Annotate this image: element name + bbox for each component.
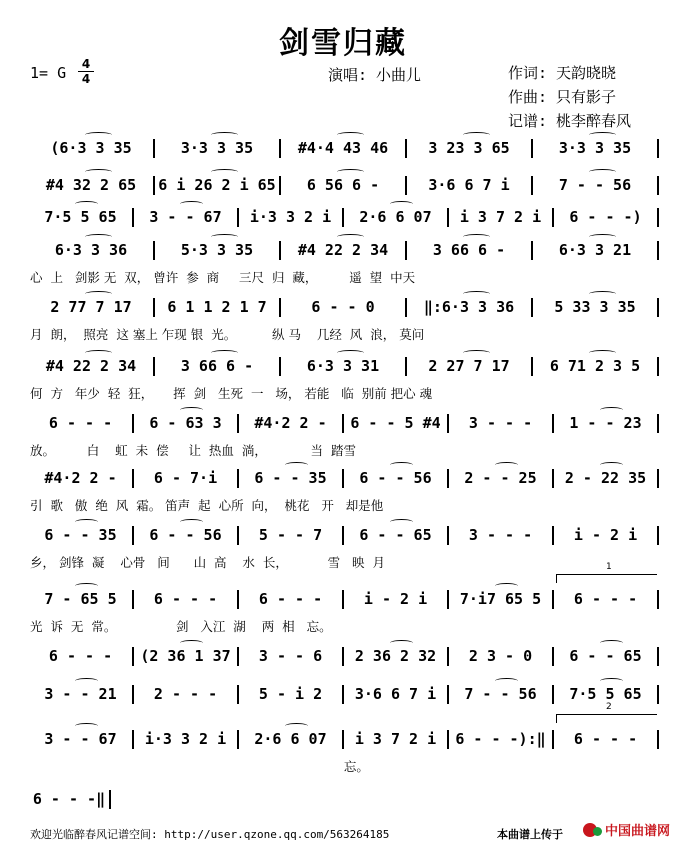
composer-credit: 作曲: 只有影子	[508, 88, 617, 106]
barline	[237, 469, 239, 488]
score-measure: 6 - - 35	[254, 469, 327, 487]
score-measure: 3 66 6 -	[180, 357, 254, 375]
lyrics-line: 引 歌 傲 绝 风 霜。 笛声 起 心所 向， 桃花 开 却是他	[30, 498, 384, 513]
score-measure: 3·3 3 35	[180, 139, 254, 157]
barline	[132, 730, 134, 749]
barline	[657, 685, 659, 704]
slur-mark	[495, 583, 518, 589]
slur-mark	[589, 350, 617, 356]
barline	[237, 647, 239, 666]
barline	[447, 414, 449, 433]
score-system	[0, 525, 686, 555]
score-measure: #4 32 2 65	[45, 176, 137, 194]
volta-number: 2	[606, 702, 612, 712]
barline	[405, 298, 407, 317]
score-system	[0, 175, 686, 205]
barline	[132, 469, 134, 488]
score-measure: 2 3 - 0	[468, 647, 533, 665]
score-system	[0, 297, 686, 327]
score-measure: 6 1 1 2 1 7	[167, 298, 267, 316]
score-measure: 6 - - -):‖	[455, 730, 546, 748]
slur-mark	[463, 350, 491, 356]
barline	[552, 730, 554, 749]
slur-mark	[285, 723, 308, 729]
slur-mark	[390, 640, 413, 646]
score-measure: 6 - - -	[258, 590, 323, 608]
barline	[153, 139, 155, 158]
score-measure: 6·3 3 21	[558, 241, 632, 259]
meter-bottom: 4	[81, 72, 91, 86]
barline	[279, 298, 281, 317]
score-system	[0, 789, 686, 819]
barline	[531, 139, 533, 158]
slur-mark	[180, 407, 203, 413]
slur-mark	[337, 169, 365, 175]
barline	[279, 357, 281, 376]
score-measure: 7 - - 56	[464, 685, 537, 703]
score-measure: 6 - - -	[48, 414, 113, 432]
score-measure: 6 - - 56	[359, 469, 432, 487]
score-measure: 6 - - -	[48, 647, 113, 665]
score-measure: 3 66 6 -	[432, 241, 506, 259]
slur-mark	[600, 640, 623, 646]
score-measure: 3·3 3 35	[558, 139, 632, 157]
barline	[447, 590, 449, 609]
barline	[552, 526, 554, 545]
score-measure: 5 - i 2	[258, 685, 323, 703]
score-measure: 6 71 2 3 5	[549, 357, 641, 375]
barline	[342, 469, 344, 488]
footer-link-text: 欢迎光临醉春风记谱空间: http://user.qzone.qq.com/563264185	[30, 828, 390, 841]
slur-mark	[180, 519, 203, 525]
score-measure: ‖:6·3 3 36	[423, 298, 515, 316]
slur-mark	[390, 519, 413, 525]
barline	[279, 241, 281, 260]
barline	[405, 139, 407, 158]
barline	[237, 414, 239, 433]
barline	[132, 208, 134, 227]
score-measure: 5·3 3 35	[180, 241, 254, 259]
slur-mark	[85, 291, 113, 297]
slur-mark	[463, 132, 491, 138]
site-logo[interactable]	[583, 822, 679, 842]
barline	[279, 139, 281, 158]
barline	[657, 730, 659, 749]
key-signature: 1= G	[30, 64, 67, 82]
score-measure: 6 - - 35	[44, 526, 117, 544]
barline	[447, 469, 449, 488]
barline	[153, 241, 155, 260]
barline	[132, 590, 134, 609]
score-measure: 7·5 5 65	[44, 208, 117, 226]
slur-mark	[589, 291, 617, 297]
barline	[342, 590, 344, 609]
slur-mark	[390, 201, 413, 207]
slur-mark	[85, 132, 113, 138]
meter-top: 4	[81, 57, 91, 71]
time-signature	[78, 58, 94, 85]
score-measure: 2 - 22 35	[564, 469, 647, 487]
score-measure: 5 - - 7	[258, 526, 323, 544]
slur-mark	[180, 640, 203, 646]
barline	[657, 414, 659, 433]
slur-mark	[285, 462, 308, 468]
barline	[657, 139, 659, 158]
barline	[132, 647, 134, 666]
barline	[552, 469, 554, 488]
barline	[132, 414, 134, 433]
score-system	[0, 356, 686, 386]
slur-mark	[85, 169, 113, 175]
score-system	[0, 207, 686, 237]
upload-note: 本曲谱上传于	[497, 828, 563, 841]
score-measure: 6 - 63 3	[149, 414, 222, 432]
barline	[531, 176, 533, 195]
score-measure: 3 - - -	[468, 526, 533, 544]
score-measure: 6 i 26 2 i 65	[158, 176, 276, 194]
barline	[342, 647, 344, 666]
score-measure: i 3 7 2 i	[459, 208, 542, 226]
score-measure: 6·3 3 36	[54, 241, 128, 259]
slur-mark	[589, 169, 617, 175]
barline	[657, 208, 659, 227]
slur-mark	[495, 462, 518, 468]
slur-mark	[337, 350, 365, 356]
barline	[657, 469, 659, 488]
slur-mark	[463, 234, 491, 240]
score-system	[0, 589, 686, 619]
score-system	[0, 240, 686, 270]
score-system	[0, 413, 686, 443]
barline	[531, 241, 533, 260]
barline	[153, 357, 155, 376]
barline	[405, 176, 407, 195]
score-measure: 2 - - 25	[464, 469, 537, 487]
score-measure: 7 - 65 5	[44, 590, 117, 608]
logo-dot-icon	[593, 827, 602, 836]
score-measure: 6 - - 5 #4	[350, 414, 441, 432]
score-measure: 3 23 3 65	[428, 139, 510, 157]
barline	[531, 357, 533, 376]
barline	[237, 208, 239, 227]
score-measure: #4·2 2 -	[44, 469, 117, 487]
barline	[447, 526, 449, 545]
score-measure: 6 - - -‖	[32, 790, 106, 808]
score-measure: 6 - 7·i	[153, 469, 218, 487]
score-measure: 3 - - 67	[149, 208, 222, 226]
slur-mark	[211, 132, 239, 138]
slur-mark	[589, 234, 617, 240]
score-measure: 2 - - -	[153, 685, 218, 703]
score-measure: 6 - - -)	[569, 208, 642, 226]
score-measure: 1 - - 23	[569, 414, 642, 432]
score-measure: 2 36 2 32	[354, 647, 437, 665]
slur-mark	[75, 519, 98, 525]
barline	[132, 685, 134, 704]
slur-mark	[495, 678, 518, 684]
slur-mark	[211, 350, 239, 356]
score-measure: 6 56 6 -	[306, 176, 380, 194]
score-measure: 6 - - 65	[569, 647, 642, 665]
volta-bracket	[556, 574, 657, 583]
barline	[405, 241, 407, 260]
score-measure: 6 - - 0	[311, 298, 375, 316]
score-measure: #4 22 2 34	[45, 357, 137, 375]
score-measure: 6·3 3 31	[306, 357, 380, 375]
lyrics-line: 月 朗， 照亮 这 塞上 乍现 银 光。 纵 马 几经 风 浪， 莫问	[30, 327, 425, 342]
score-measure: i - 2 i	[363, 590, 428, 608]
lyrics-line: 何 方 年少 轻 狂， 挥 剑 生死 一 场， 若能 临 别前 把心 魂	[30, 386, 433, 401]
song-title: 剑雪归藏	[279, 26, 407, 61]
score-measure: 6 - - -	[573, 590, 638, 608]
barline	[447, 730, 449, 749]
score-measure: 6 - - 65	[359, 526, 432, 544]
slur-mark	[75, 678, 98, 684]
barline	[153, 176, 155, 195]
score-measure: 5 33 3 35	[554, 298, 636, 316]
score-measure: 3 - - 67	[44, 730, 117, 748]
volta-bracket	[556, 714, 657, 723]
score-measure: 3·6 6 7 i	[428, 176, 510, 194]
lyrics-line: 放。 白 虹 未 偿 让 热血 淌， 当 踏雪	[30, 443, 356, 458]
score-measure: 6 - - 56	[149, 526, 222, 544]
score-measure: 3 - - 6	[258, 647, 323, 665]
barline	[237, 685, 239, 704]
lyrics-line: 心 上 剑影 无 双， 曾许 参 商 三尺 归 藏， 遥 望 中天	[30, 270, 416, 285]
barline	[552, 685, 554, 704]
slur-mark	[180, 201, 203, 207]
lyricist-credit: 作词: 天韵晓晓	[508, 64, 617, 82]
barline	[279, 176, 281, 195]
score-measure: #4·4 43 46	[297, 139, 389, 157]
barline	[237, 730, 239, 749]
singer-credit: 演唱: 小曲儿	[328, 66, 422, 84]
lyrics-line: 忘。	[30, 759, 369, 774]
score-measure: 2 27 7 17	[428, 357, 510, 375]
score-measure: #4·2 2 -	[254, 414, 327, 432]
slur-mark	[75, 201, 98, 207]
barline	[342, 526, 344, 545]
barline	[109, 790, 111, 809]
barline	[237, 590, 239, 609]
score-system	[0, 646, 686, 676]
score-measure: i·3 3 2 i	[144, 730, 227, 748]
score-measure: 7·5 5 65	[569, 685, 642, 703]
slur-mark	[211, 234, 239, 240]
barline	[531, 298, 533, 317]
score-measure: (2 36 1 37	[140, 647, 231, 665]
score-measure: 3 - - -	[468, 414, 533, 432]
barline	[342, 208, 344, 227]
score-measure: 7 - - 56	[558, 176, 632, 194]
barline	[447, 685, 449, 704]
slur-mark	[390, 462, 413, 468]
score-measure: i - 2 i	[573, 526, 638, 544]
score-system	[0, 684, 686, 714]
barline	[447, 208, 449, 227]
slur-mark	[85, 350, 113, 356]
logo-text: 中国曲谱网	[605, 824, 671, 839]
score-measure: 2 77 7 17	[50, 298, 132, 316]
slur-mark	[600, 678, 623, 684]
slur-mark	[463, 291, 491, 297]
barline	[405, 357, 407, 376]
slur-mark	[600, 462, 623, 468]
barline	[153, 298, 155, 317]
barline	[342, 685, 344, 704]
score-measure: i 3 7 2 i	[354, 730, 437, 748]
score-measure: 7·i7 65 5	[459, 590, 542, 608]
slur-mark	[75, 583, 98, 589]
score-measure: 2·6 6 07	[359, 208, 432, 226]
barline	[552, 414, 554, 433]
barline	[342, 414, 344, 433]
score-system	[0, 138, 686, 168]
slur-mark	[211, 169, 239, 175]
transcriber-credit: 记谱: 桃李醉春风	[508, 112, 632, 130]
score-measure: 6 - - -	[573, 730, 638, 748]
barline	[657, 590, 659, 609]
barline	[342, 730, 344, 749]
barline	[552, 590, 554, 609]
score-measure: 6 - - -	[153, 590, 218, 608]
barline	[132, 526, 134, 545]
barline	[657, 526, 659, 545]
score-measure: 2·6 6 07	[254, 730, 327, 748]
slur-mark	[600, 407, 623, 413]
score-measure: 3 - - 21	[44, 685, 117, 703]
slur-mark	[589, 132, 617, 138]
score-measure: #4 22 2 34	[297, 241, 389, 259]
barline	[447, 647, 449, 666]
score-system	[0, 468, 686, 498]
lyrics-line: 乡， 剑锋 凝 心骨 间 山 高 水 长， 雪 映 月	[30, 555, 385, 570]
barline	[657, 241, 659, 260]
barline	[657, 357, 659, 376]
barline	[657, 647, 659, 666]
barline	[657, 176, 659, 195]
score-measure: 3·6 6 7 i	[354, 685, 437, 703]
barline	[552, 208, 554, 227]
score-system	[0, 729, 686, 759]
slur-mark	[75, 723, 98, 729]
slur-mark	[337, 234, 365, 240]
barline	[552, 647, 554, 666]
score-measure: (6·3 3 35	[50, 139, 132, 157]
score-measure: i·3 3 2 i	[249, 208, 332, 226]
slur-mark	[85, 234, 113, 240]
slur-mark	[337, 132, 365, 138]
barline	[237, 526, 239, 545]
volta-number: 1	[606, 562, 612, 572]
barline	[657, 298, 659, 317]
lyrics-line: 光 诉 无 常。 剑 入江 湖 两 相 忘。	[30, 619, 332, 634]
